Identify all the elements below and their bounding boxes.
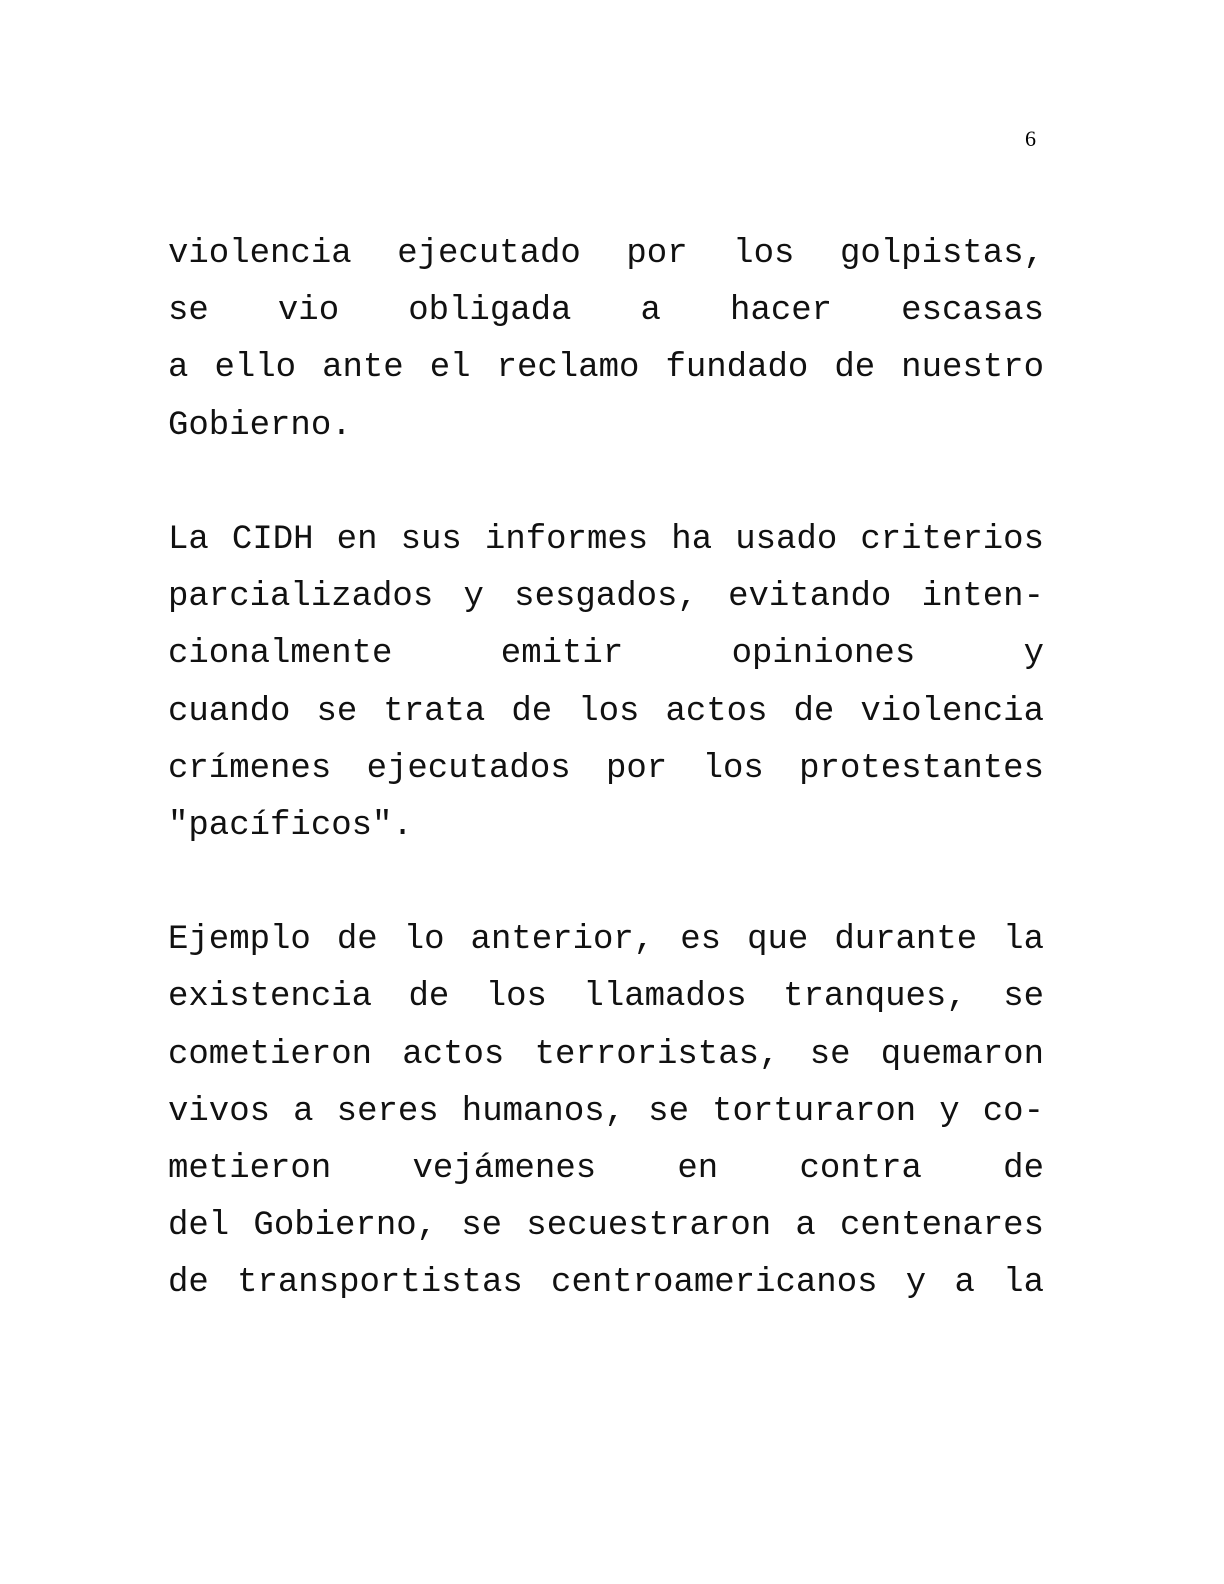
text-line: cionalmente emitir opiniones y [168, 635, 1044, 674]
document-body [168, 226, 1044, 1370]
text-line: de transportistas centroamericanos y a la [168, 1264, 1044, 1303]
text-line: se vio obligada a hacer escasas [168, 292, 1044, 331]
text-line: La CIDH en sus informes ha usado criterios [168, 520, 1044, 559]
text-line: violencia ejecutado por los golpistas, [168, 235, 1044, 273]
text-line: vivos a seres humanos, se torturaron y co- [168, 1092, 1044, 1131]
text-line: del Gobierno, se secuestraron a centenares [168, 1207, 1044, 1246]
paragraph-2 [168, 512, 1044, 855]
text-line: a ello ante el reclamo fundado de nuestro [168, 349, 1044, 388]
paragraph-3 [168, 912, 1044, 1312]
text-line: parcializados y sesgados, evitando inten- [168, 578, 1044, 617]
text-line: Gobierno. [168, 406, 352, 445]
text-line: cuando se trata de los actos de violencia [168, 692, 1044, 731]
text-line: crímenes ejecutados por los protestantes [168, 749, 1044, 788]
text-line: cometieron actos terroristas, se quemaron [168, 1035, 1044, 1074]
page-number: 6 [1025, 126, 1036, 151]
text-line: "pacíficos". [168, 806, 413, 845]
paragraph-1 [168, 226, 1044, 455]
text-line: metieron vejámenes en contra de [168, 1150, 1044, 1188]
text-line: existencia de los llamados tranques, se [168, 978, 1044, 1017]
text-line: Ejemplo de lo anterior, es que durante la [168, 921, 1044, 960]
